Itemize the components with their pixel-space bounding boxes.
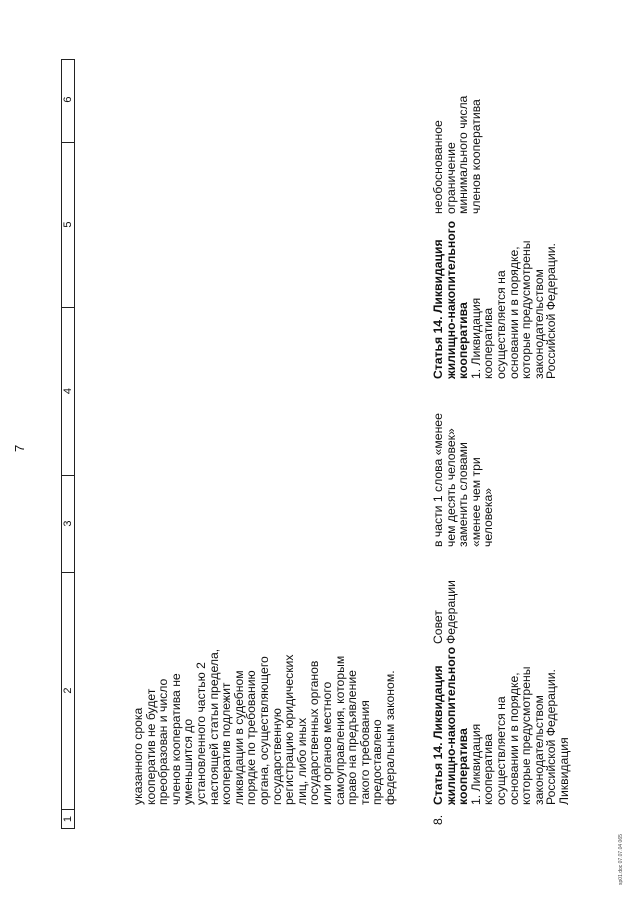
column-header-3: 3 [62, 475, 74, 573]
row8-justification: необоснованное ограничение минимального числа членов кооператива [431, 95, 483, 214]
row8-article-body: 1. Ликвидация кооператива осуществляется на основании и в порядке, которые предусмотрены законодательством Российской Федерации. Ликвидация [468, 666, 571, 805]
footer-code: sp01.doc 07.07.04 065 [618, 834, 624, 885]
row8-proposer: Совет Федерации [431, 580, 458, 644]
row8-new-article-body: 1. Ликвидация кооператива осуществляется на основании и в порядке, которые предусмотрены законодательством Российской Федерации. [468, 240, 559, 379]
row-number: 8. [431, 814, 445, 825]
table-header-row [61, 59, 75, 829]
column-header-5: 5 [62, 142, 74, 308]
page-number: 7 [12, 444, 27, 452]
column-header-1: 1 [62, 815, 74, 823]
column-header-4: 4 [62, 307, 74, 476]
row8-amendment: в части 1 слова «менее чем десять человек» заменить словами «менее чем три человека» [431, 413, 496, 547]
row8-article-title: Статья 14. Ликвидация жилищно-накопительного кооператива [431, 646, 471, 805]
row8-column-5 [432, 217, 558, 379]
column-header-6: 6 [62, 57, 74, 143]
column-header-2: 2 [62, 572, 74, 810]
continuation-text: указанного срока кооператив не будет преобразован и число членов кооператива не уменьшится до установленного частью 2 настоящей статьи предела, кооператив подлежит ликвидации в судебном порядке по требованию органа, осуществляющего государственную регистрацию юридических лиц, либо иных государственных органов или органов местного самоуправления, которым право на предъявление такого требования предоставлено федеральным законом. [131, 648, 397, 805]
row8-new-article-title: Статья 14. Ликвидация жилищно-накопительного кооператива [431, 220, 471, 379]
